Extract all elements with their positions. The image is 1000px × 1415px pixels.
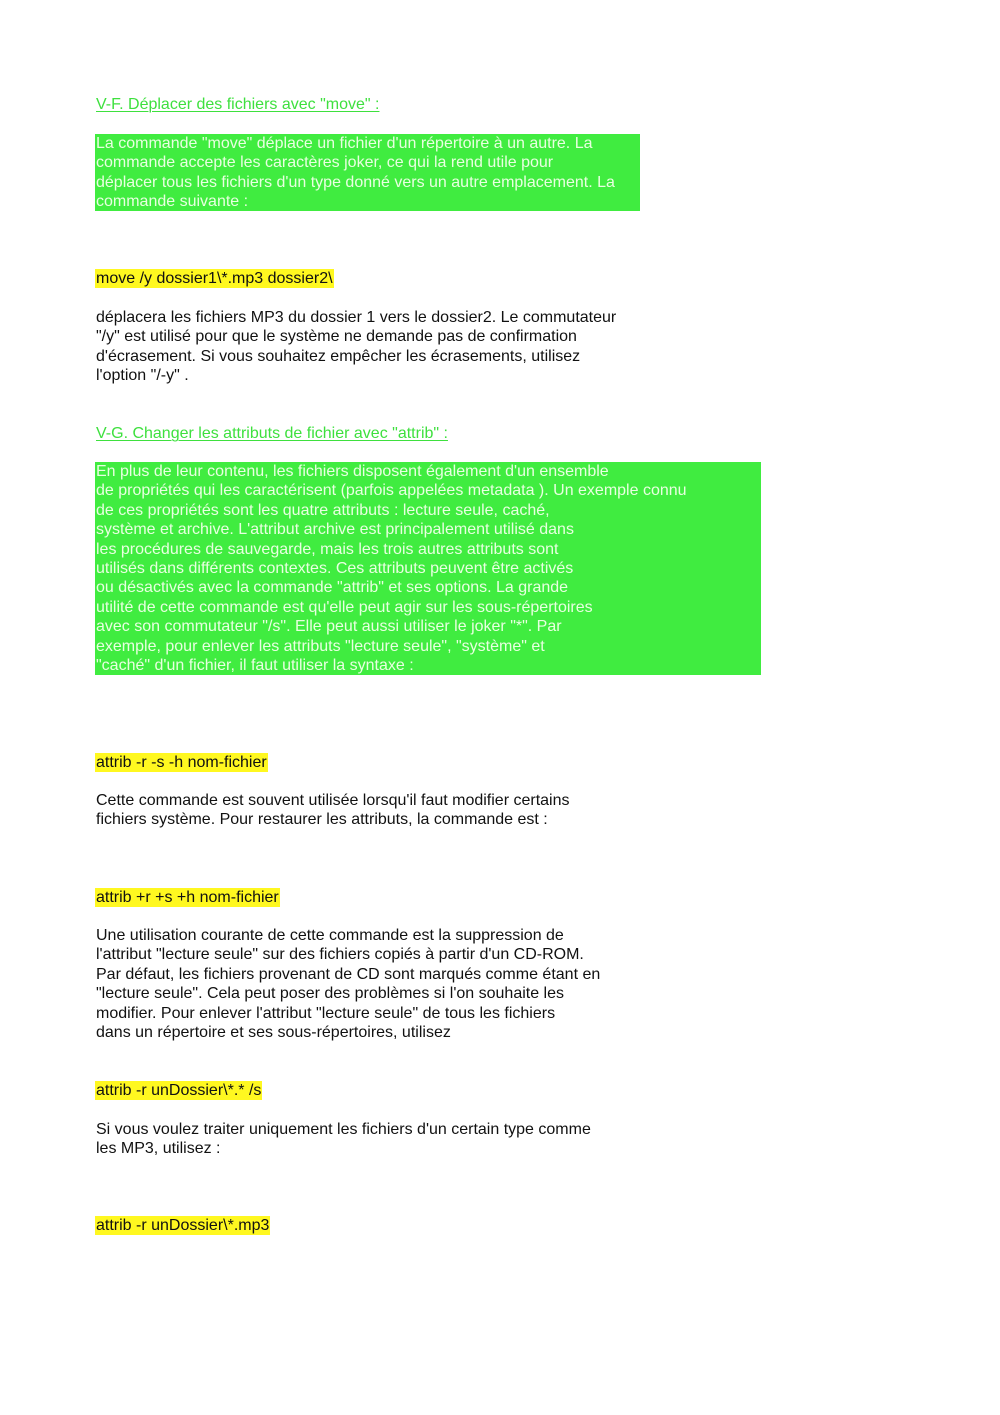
command-attrib-remove: attrib -r -s -h nom-fichier <box>96 754 267 771</box>
text-line: les MP3, utilisez : <box>96 1140 221 1158</box>
text-line: de propriétés qui les caractérisent (parfois appelées metadata ). Un exemple connu <box>96 482 687 500</box>
text-line: "lecture seule". Cela peut poser des problèmes si l'on souhaite les <box>96 985 565 1003</box>
text-line: dans un répertoire et ses sous-répertoires, utilisez <box>96 1024 451 1042</box>
section-heading-vg: V-G. Changer les attributs de fichier avec "attrib" : <box>96 425 448 442</box>
paragraph-cdrom <box>96 926 600 1042</box>
command-attrib-mp3: attrib -r unDossier\*.mp3 <box>96 1217 270 1234</box>
text-line: Par défaut, les fichiers provenant de CD sont marqués comme étant en <box>96 965 601 983</box>
text-line: l'attribut "lecture seule" sur des fichiers copiés à partir d'un CD-ROM. <box>96 946 584 964</box>
text-line: Une utilisation courante de cette commande est la suppression de <box>96 927 564 944</box>
text-line: ou désactivés avec la commande "attrib" et ses options. La grande <box>96 579 569 597</box>
section-heading-vf: V-F. Déplacer des fichiers avec "move" : <box>96 96 380 113</box>
text-line: l'option "/-y" . <box>96 367 189 385</box>
text-line: Si vous voulez traiter uniquement les fichiers d'un certain type comme <box>96 1121 591 1138</box>
text-line: exemple, pour enlever les attributs "lecture seule", "système" et <box>96 637 545 655</box>
text-line: commande suivante : <box>96 193 249 211</box>
command-attrib-restore: attrib +r +s +h nom-fichier <box>96 889 279 906</box>
command-move: move /y dossier1\*.mp3 dossier2\ <box>96 270 333 287</box>
text-line: commande accepte les caractères joker, ce qui la rend utile pour <box>96 154 554 172</box>
paragraph-mp3 <box>96 1120 591 1159</box>
text-line: Cette commande est souvent utilisée lorsqu'il faut modifier certains <box>96 792 570 809</box>
text-line: les procédures de sauvegarde, mais les trois autres attributs sont <box>96 540 559 558</box>
text-line: d'écrasement. Si vous souhaitez empêcher les écrasements, utilisez <box>96 347 581 365</box>
text-line: système et archive. L'attribut archive est principalement utilisé dans <box>96 521 574 539</box>
text-line: utilité de cette commande est qu'elle peut agir sur les sous-répertoires <box>96 598 593 616</box>
text-line: avec son commutateur "/s". Elle peut aussi utiliser le joker "*". Par <box>96 618 562 636</box>
text-line: "caché" d'un fichier, il faut utiliser la syntaxe : <box>96 657 414 675</box>
text-line: fichiers système. Pour restaurer les attributs, la commande est : <box>96 811 548 829</box>
text-line: "/y" est utilisé pour que le système ne demande pas de confirmation <box>96 328 577 346</box>
highlighted-intro-vf <box>95 134 640 211</box>
text-line: utilisés dans différents contextes. Ces attributs peuvent être activés <box>96 560 574 578</box>
text-line: La commande "move" déplace un fichier d'un répertoire à un autre. La <box>96 135 593 152</box>
command-attrib-recursive: attrib -r unDossier\*.* /s <box>96 1082 262 1099</box>
explanation-paragraph-vf <box>96 308 616 386</box>
text-line: modifier. Pour enlever l'attribut "lecture seule" de tous les fichiers <box>96 1004 556 1022</box>
text-line: déplacera les fichiers MP3 du dossier 1 vers le dossier2. Le commutateur <box>96 309 617 326</box>
paragraph-restore <box>96 791 570 830</box>
text-line: de ces propriétés sont les quatre attributs : lecture seule, caché, <box>96 501 550 519</box>
highlighted-intro-vg <box>95 462 761 675</box>
text-line: En plus de leur contenu, les fichiers disposent également d'un ensemble <box>96 463 609 480</box>
text-line: déplacer tous les fichiers d'un type donné vers un autre emplacement. La <box>96 173 615 191</box>
